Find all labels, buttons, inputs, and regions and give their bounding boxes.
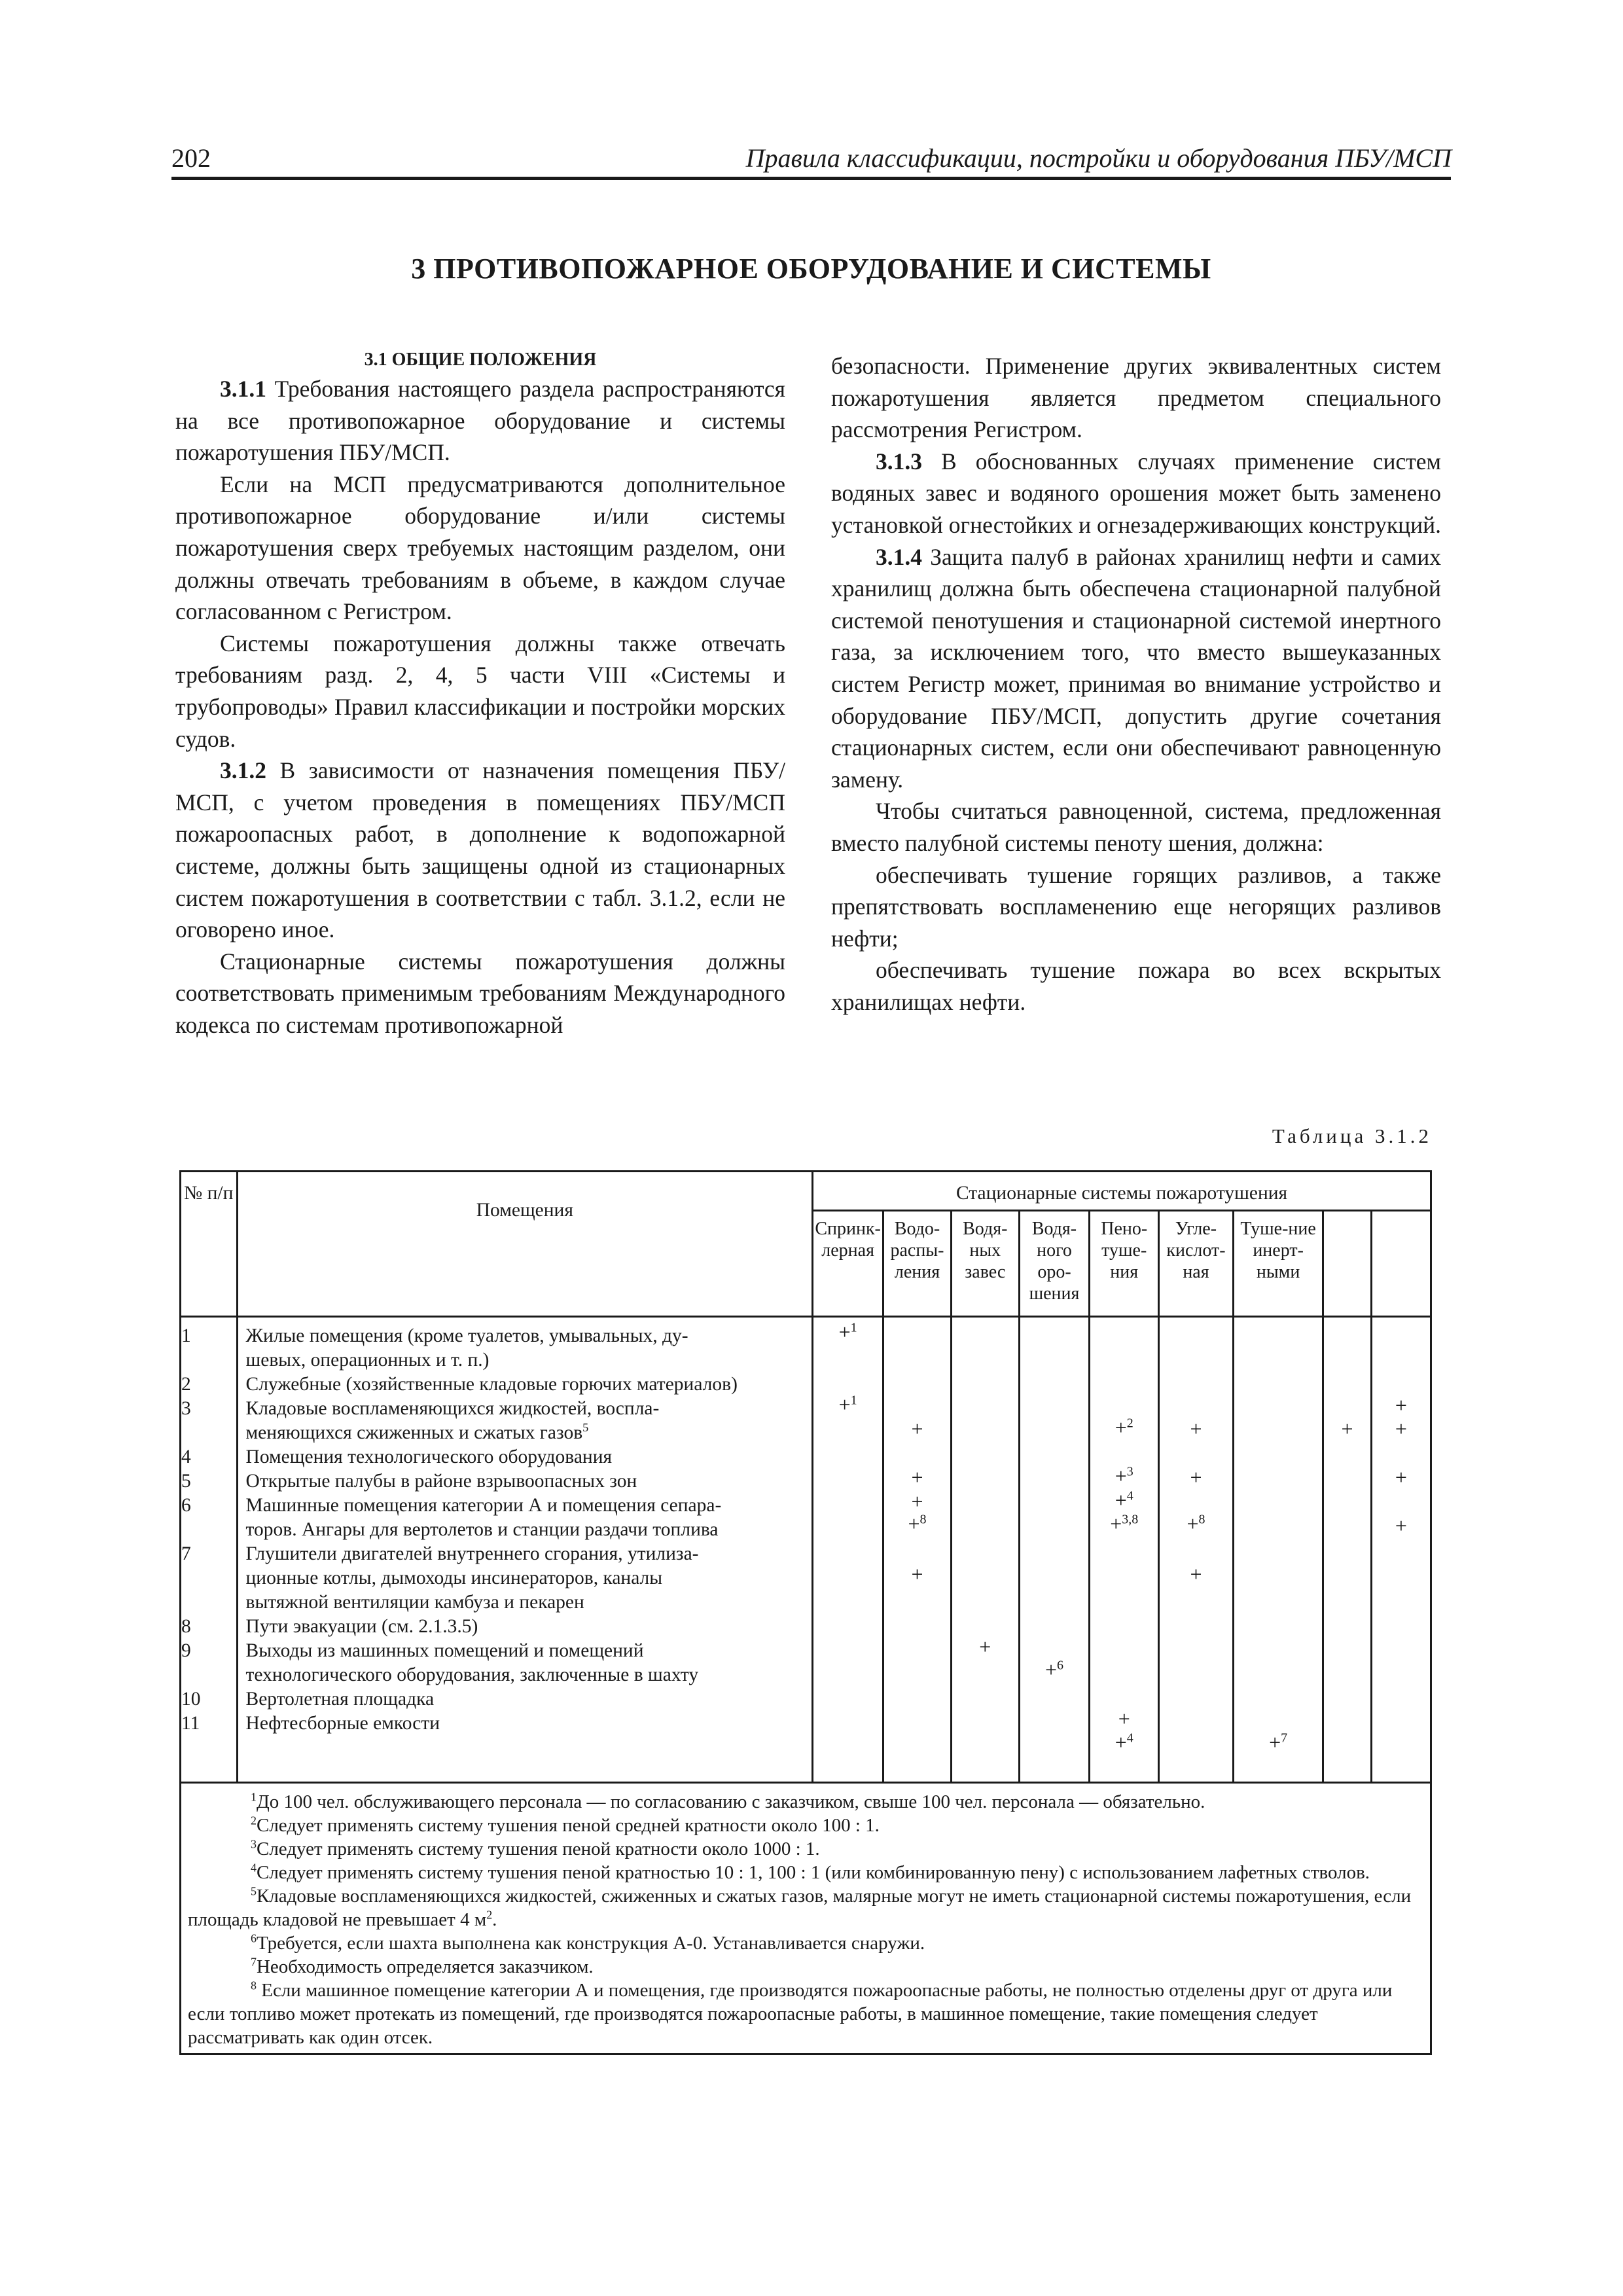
room-line: торов. Ангары для вертолетов и станции раздачи топлива [245,1519,719,1540]
row-number: 11 [181,1713,200,1734]
system-header: Угле-кислот-ная [1159,1211,1234,1317]
paragraph-3-1-2 [175,755,785,946]
room-line: Жилые помещения (кроме туалетов, умывальных, ду- [245,1325,688,1346]
row-number: 1 [181,1325,191,1346]
mark: +$^1$ [838,1320,857,1344]
mark: + [1395,1393,1407,1417]
paragraph-text: Защита палуб в районах хранилищ нефти и самих хранилищ должна быть обеспечена стационарной палубной системой пенотушения и стационарной системой инертного газа, за исключением того, что вместо вышеуказанных систем Регистр может, принимая во внимание устройство и оборудование ПБУ/МСП, допустить другие сочетания стационарных систем, если они обеспечивают равноценную замену. [831,543,1441,793]
system-header [1323,1211,1371,1317]
row-number: 3 [181,1398,191,1419]
row-number: 2 [181,1374,191,1395]
row-number: 9 [181,1640,191,1661]
paragraph: обеспечивать тушение горящих разливов, а также препятствовать воспламенению еще негорящих разливов нефти; [831,861,1441,952]
system-column-sprinkler [813,1317,883,1783]
paragraph-text: Требования настоящего раздела распространяются на все противопожарное оборудование и системы пожаротушения ПБУ/МСП. [175,376,785,466]
running-title: Правила классификации, постройки и оборудования ПБУ/МСП [745,143,1452,173]
column-header-number: № п/п [181,1172,238,1317]
mark: + [911,1465,923,1489]
mark: + [1190,1465,1202,1489]
mark: +$^1$ [838,1393,857,1416]
footnote: $^5$Кладовые воспламеняющихся жидкостей, сжиженных и сжатых газов, малярные могут не иметь стационарной системы пожаротушения, если площадь кладовой не превышает 4 $м^2$. [188,1884,1412,1930]
footnote: $^4$Следует применять систему тушения пеной кратностью 10 : 1, 100 : 1 (или комбинированную пену) с использованием лафетных стволов. [251,1861,1370,1883]
mark: +$^4$ [1115,1731,1133,1754]
system-column-water-drenching [1019,1317,1090,1783]
paragraph: обеспечивать тушение пожара во всех вскрытых хранилищах нефти. [831,957,1441,1015]
paragraph-3-1-1 [175,373,785,469]
mark: + [1190,1417,1202,1441]
system-column-inert-gas [1233,1317,1323,1783]
room-line: вытяжной вентиляции камбуза и пекарен [245,1592,584,1613]
row-number: 6 [181,1495,191,1516]
column-header-rooms: Помещения [237,1172,813,1317]
row-number: 7 [181,1543,191,1564]
room-line: Служебные (хозяйственные кладовые горючих материалов) [245,1374,738,1395]
footnote-ref: 5 [582,1421,589,1435]
chapter-title: 3 ПРОТИВОПОЖАРНОЕ ОБОРУДОВАНИЕ И СИСТЕМЫ [411,253,1211,285]
row-number: 5 [181,1471,191,1492]
header-rule [171,177,1451,180]
section-title: 3.1 ОБЩИЕ ПОЛОЖЕНИЯ [364,350,597,370]
mark: +$^3$ [1115,1464,1133,1488]
footnote: $^2$Следует применять систему тушения пеной средней кратности около 100 : 1. [251,1814,880,1836]
mark: + [1341,1417,1353,1441]
column-header-systems: Стационарные системы пожаротушения [813,1172,1431,1211]
mark: +$^2$ [1115,1416,1133,1439]
system-header: Водя-ных завес [951,1211,1019,1317]
mark: +$^8$ [908,1512,927,1535]
system-header: Водя-ного оро-шения [1019,1211,1090,1317]
system-header [1371,1211,1431,1317]
room-line: Нефтесборные емкости [245,1713,440,1734]
left-column [175,347,785,1041]
mark: +$^6$ [1044,1658,1063,1681]
room-line: Пути эвакуации (см. 2.1.3.5) [245,1616,478,1637]
system-column-water-spray [883,1317,952,1783]
row-number: 4 [181,1446,191,1467]
system-column-water-curtains [951,1317,1019,1783]
room-line: Выходы из машинных помещений и помещений [245,1640,644,1661]
mark: + [911,1417,923,1441]
mark: + [979,1635,991,1659]
room-line: Глушители двигателей внутреннего сгорания, утилиза- [245,1543,699,1564]
room-line: ционные котлы, дымоходы инсинераторов, каналы [245,1568,663,1588]
paragraph: безопасности. Применение других эквивалентных систем пожаротушения является предметом специального рассмотрения Регистром. [831,353,1441,443]
right-column [831,350,1441,1018]
system-header: Спринк-лерная [813,1211,883,1317]
paragraph-3-1-3 [831,446,1441,541]
footnote: $^8$ Если машинное помещение категории А и помещения, где производятся пожароопасные работы, не полностью отделены друг от друга или если топливо может протекать из помещений, где производятся пожароопасные работы, в машинное помещение, такие помещения следует рассматривать как один отсек. [188,1979,1393,2048]
mark: +$^7$ [1269,1731,1288,1754]
mark: +$^{3,8}$ [1110,1512,1139,1535]
room-names [237,1317,813,1783]
room-line: Открытые палубы в районе взрывоопасных зон [245,1471,637,1492]
system-column-foam [1090,1317,1159,1783]
room-line: Машинные помещения категории А и помещения сепара- [245,1495,722,1516]
mark: + [1395,1417,1407,1441]
fire-systems-table [179,1170,1432,2055]
system-column-blank-2 [1371,1317,1431,1783]
system-column-blank-1 [1323,1317,1371,1783]
system-header: Пено-туше-ния [1090,1211,1159,1317]
mark: + [911,1490,923,1513]
paragraph: Если на МСП предусматриваются дополнительное противопожарное оборудование и/или системы пожаротушения сверх требуемых настоящим разделом, они должны отвечать требованиям в объеме, в каждом случае согласованном с Регистром. [175,471,785,625]
room-line: Вертолетная площадка [245,1689,435,1710]
paragraph: Системы пожаротушения должны также отвечать требованиям разд. 2, 4, 5 части VIII «Системы и трубопроводы» Правил классификации и постройки морских судов. [175,630,785,752]
footnote: $^6$Требуется, если шахта выполнена как конструкция А-0. Устанавливается снаружи. [251,1931,925,1954]
mark: +$^8$ [1186,1512,1205,1535]
clause-number: 3.1.4 [876,543,922,570]
mark: + [1395,1514,1407,1537]
paragraph-text: В обоснованных случаях применение систем водяных завес и водяного орошения может быть заменено установкой огнестойких и огнезадерживающих конструкций. [831,448,1441,538]
clause-number: 3.1.1 [220,376,266,402]
table-caption: Таблица 3.1.2 [1272,1124,1432,1147]
system-header: Туше-ние инерт-ными [1233,1211,1323,1317]
paragraph-text: В зависимости от назначения помещения ПБУ/МСП, с учетом проведения в помещениях ПБУ/МСП пожароопасных работ, в дополнение к водопожарной системе, должны быть защищены одной из стационарных систем пожаротушения в соответствии с табл. 3.1.2, если не оговорено иное. [175,757,785,943]
room-line: Кладовые воспламеняющихся жидкостей, воспла- [245,1398,660,1419]
footnote: $^1$До 100 чел. обслуживающего персонала — по согласованию с заказчиком, свыше 100 чел. персонала — обязательно. [251,1790,1205,1812]
mark: + [1118,1707,1130,1731]
room-line: шевых, операционных и т. п.) [245,1350,490,1371]
room-line: Помещения технологического оборудования [245,1446,613,1467]
mark: +$^4$ [1115,1488,1133,1512]
paragraph-3-1-4 [831,541,1441,796]
mark: + [1190,1562,1202,1586]
mark: + [1395,1465,1407,1489]
system-header: Водо-распы-ления [883,1211,952,1317]
page-number: 202 [171,143,211,173]
table-footnotes [181,1783,1431,2054]
row-numbers [181,1317,238,1783]
clause-number: 3.1.2 [220,757,266,784]
row-number: 8 [181,1616,191,1637]
footnote: $^3$Следует применять систему тушения пеной кратности около 1000 : 1. [251,1837,820,1859]
footnote: $^7$Необходимость определяется заказчиком. [251,1955,594,1977]
system-column-co2 [1159,1317,1234,1783]
clause-number: 3.1.3 [876,448,922,475]
paragraph: Стационарные системы пожаротушения должны соответствовать применимым требованиям Международного кодекса по системам противопожарной [175,948,785,1038]
room-line: технологического оборудования, заключенные в шахту [245,1664,699,1685]
paragraph: Чтобы считаться равноценной, система, предложенная вместо палубной системы пеноту шения, должна: [831,798,1441,856]
room-line [246,1421,804,1445]
row-number: 10 [181,1689,201,1710]
mark: + [911,1562,923,1586]
room-text: меняющихся сжиженных и сжатых газов [245,1422,583,1443]
